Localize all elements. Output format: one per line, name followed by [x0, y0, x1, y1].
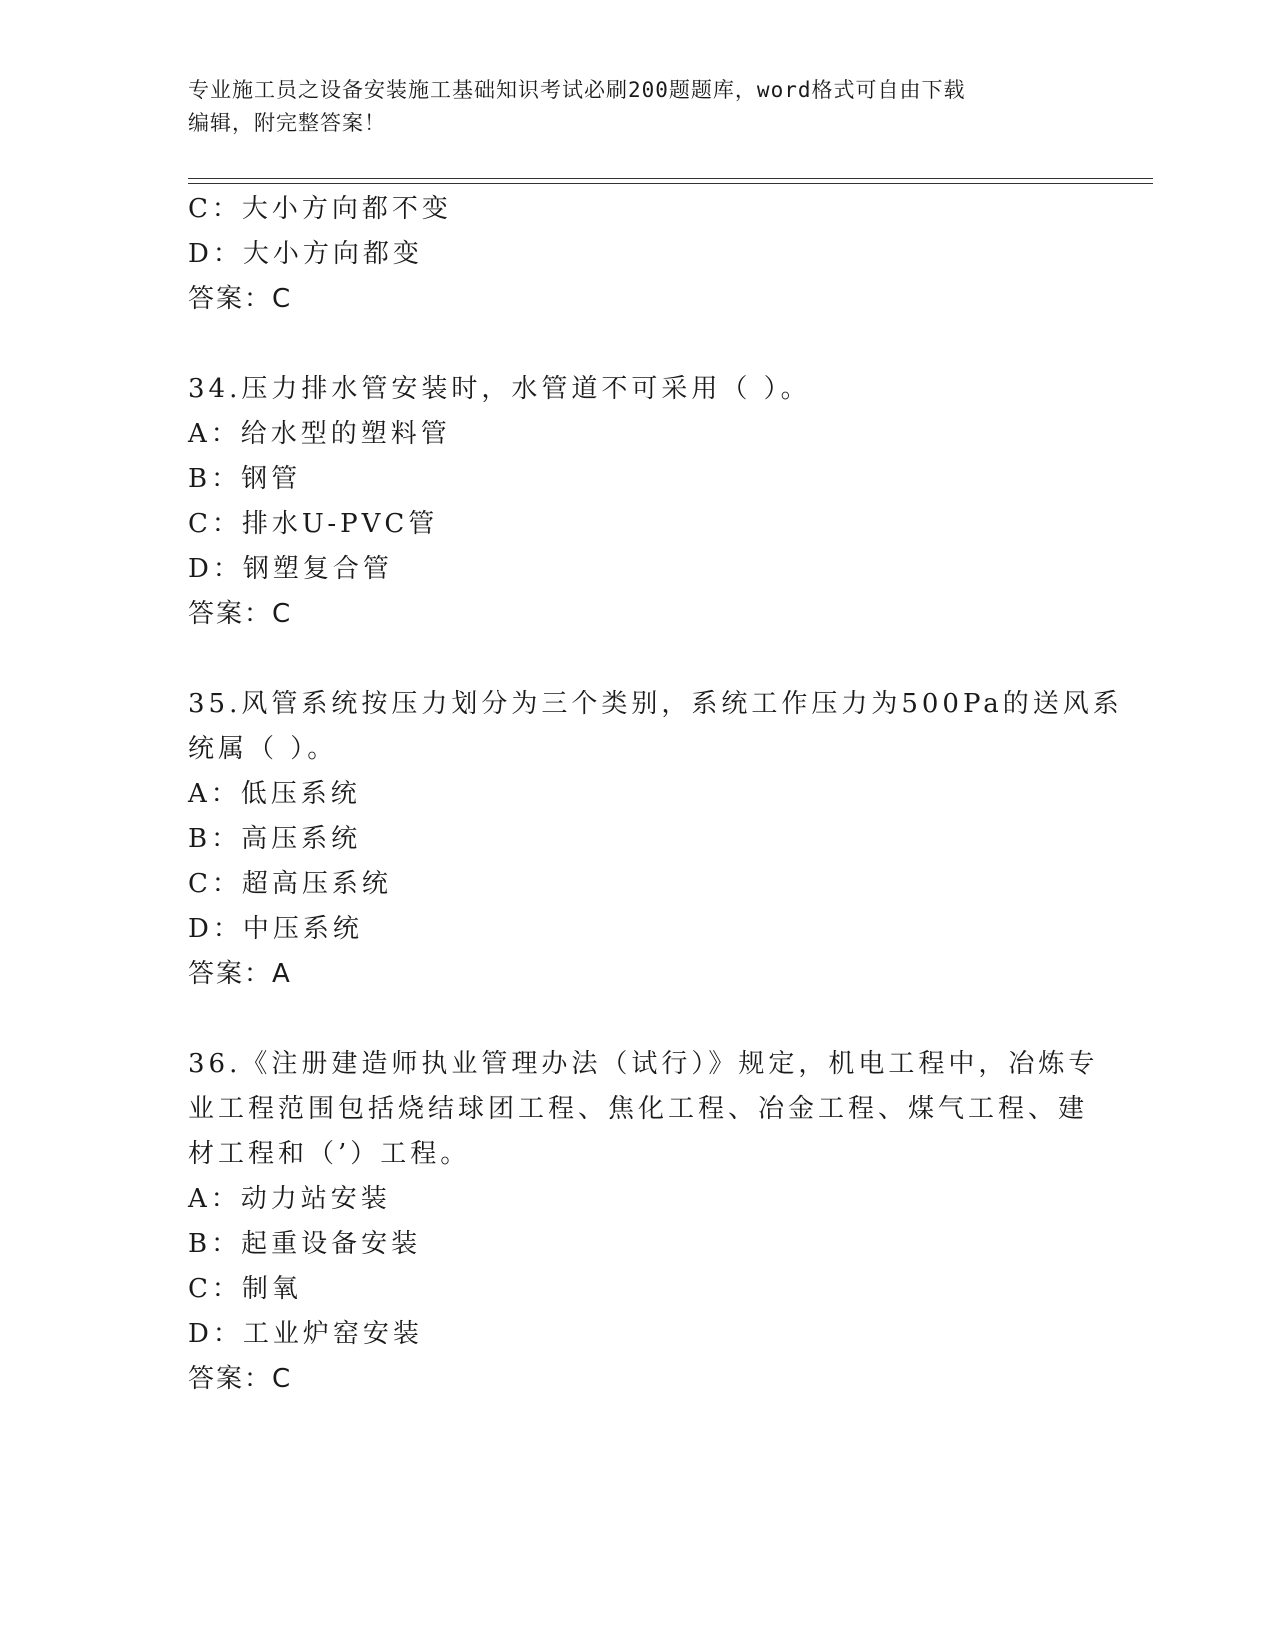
q35-option-d: D：中压系统 [188, 914, 363, 944]
q33-option-d: D：大小方向都变 [188, 239, 423, 269]
q36-option-d: D：工业炉窑安装 [188, 1319, 423, 1349]
q34-option-c: C：排水U-PVC管 [188, 509, 439, 539]
q33-option-c: C：大小方向都不变 [188, 194, 452, 224]
q36-option-c: C：制氧 [188, 1274, 302, 1304]
header-line-2: 编辑，附完整答案！ [188, 111, 386, 135]
q36-option-a: A：动力站安装 [188, 1184, 391, 1214]
header-line-1: 专业施工员之设备安装施工基础知识考试必刷200题题库，word格式可自由下载 [188, 78, 966, 102]
header-divider-top [188, 178, 1153, 179]
q35-option-b: B：高压系统 [188, 824, 362, 854]
q34-answer: 答案：C [188, 599, 293, 629]
q34-option-a: A：给水型的塑料管 [188, 419, 451, 449]
q36-stem-line-2: 业工程范围包括烧结球团工程、焦化工程、冶金工程、煤气工程、建 [188, 1094, 1089, 1124]
q36-stem-line-3: 材工程和（’）工程。 [188, 1139, 471, 1169]
q34-option-b: B：钢管 [188, 464, 302, 494]
q34-option-d: D：钢塑复合管 [188, 554, 393, 584]
document-header [188, 74, 1088, 140]
q36-option-b: B：起重设备安装 [188, 1229, 422, 1259]
q34-stem: 34.压力排水管安装时，水管道不可采用（ ）。 [188, 374, 811, 404]
q36-stem-line-1: 36.《注册建造师执业管理办法（试行）》规定，机电工程中，冶炼专 [188, 1049, 1099, 1079]
q35-stem-line-1: 35.风管系统按压力划分为三个类别，系统工作压力为500Pa的送风系 [188, 689, 1123, 719]
q35-option-a: A：低压系统 [188, 779, 361, 809]
q35-stem-line-2: 统属（ ）。 [188, 734, 338, 764]
q33-answer: 答案：C [188, 284, 293, 314]
q35-answer: 答案：A [188, 959, 292, 989]
q35-option-c: C：超高压系统 [188, 869, 392, 899]
q36-answer: 答案：C [188, 1364, 293, 1394]
header-divider-bottom [188, 183, 1153, 184]
